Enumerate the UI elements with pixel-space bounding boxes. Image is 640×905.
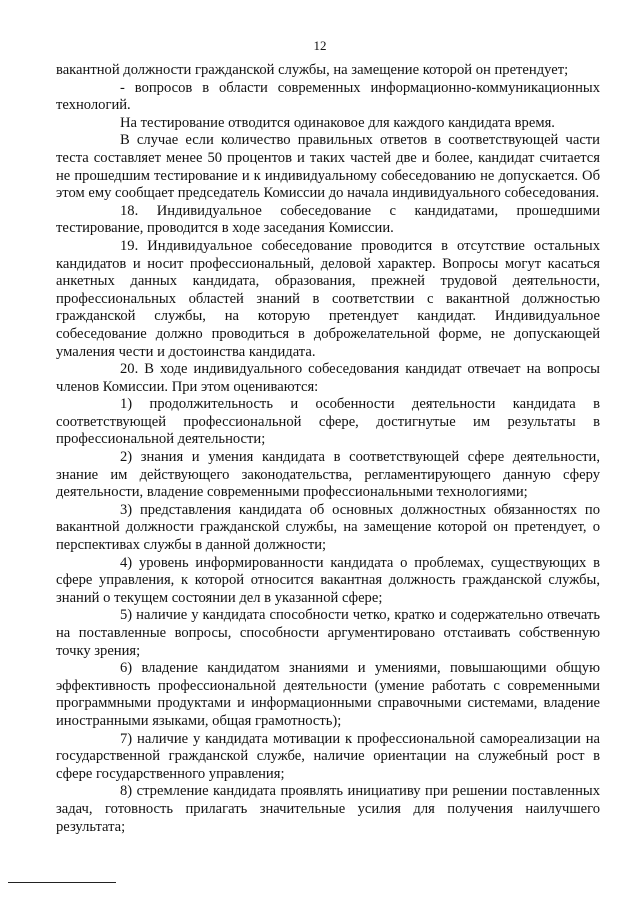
page-number: 12 — [313, 38, 327, 53]
document-body — [56, 62, 600, 836]
paragraph: В случае если количество правильных ответов в соответствующей части теста составляет менее 50 процентов и таких частей две и более, кандидат считается не прошедшим тестирование и к индивидуальному собеседованию не допускается. Об этом ему сообщает председатель Комиссии до начала индивидуального собеседования. — [56, 132, 600, 202]
paragraph: вакантной должности гражданской службы, на замещение которой он претендует; — [56, 62, 569, 78]
list-item: 5) наличие у кандидата способности четко, кратко и содержательно отвечать на поставленные вопросы, способности аргументировано отстаивать собственную точку зрения; — [56, 607, 600, 659]
paragraph: 20. В ходе индивидуального собеседования кандидат отвечает на вопросы членов Комиссии. При этом оцениваются: — [56, 361, 600, 395]
paragraph: На тестирование отводится одинаковое для каждого кандидата время. — [120, 114, 555, 131]
list-item: 4) уровень информированности кандидата о проблемах, существующих в сфере управления, к которой относится вакантная должность гражданской службы, знаний о текущем состоянии дел в указанной сфере; — [56, 554, 600, 606]
footnote-divider — [8, 882, 116, 883]
paragraph: 19. Индивидуальное собеседование проводится в отсутствие остальных кандидатов и носит профессиональный, деловой характер. Вопросы могут касаться анкетных данных кандидата, образования, прежней трудовой деятельности, профессиональных областей знаний в соответствии с вакантной должностью гражданской службы, на которую претендует кандидат. Индивидуальное собеседование должно проводиться в доброжелательной форме, не допускающей умаления чести и достоинства кандидата. — [56, 237, 600, 360]
list-item: 3) представления кандидата об основных должностных обязанностях по вакантной должности гражданской службы, на замещение которой он претендует, о перспективах службы в данной должности; — [56, 501, 600, 554]
list-item: 6) владение кандидатом знаниями и умениями, повышающими общую эффективность профессиональной деятельности (умение работать с современными программными продуктами и информационными справочными системами, владение иностранными языками, общая грамотность); — [56, 660, 600, 729]
paragraph: - вопросов в области современных информационно-коммуникационных технологий. — [56, 79, 600, 114]
paragraph: 18. Индивидуальное собеседование с кандидатами, прошедшими тестирование, проводится в ходе заседания Комиссии. — [56, 202, 600, 237]
list-item: 8) стремление кандидата проявлять инициативу при решении поставленных задач, готовность прилагать значительные усилия для получения наилучшего результата; — [56, 783, 600, 835]
list-item: 2) знания и умения кандидата в соответствующей сфере деятельности, знание им действующего законодательства, регламентирующего данную сферу деятельности, владение современными профессиональными технологиями; — [56, 449, 600, 501]
list-item: 7) наличие у кандидата мотивации к профессиональной самореализации на государственной гражданской службе, наличие ориентации на служебный рост в сфере государственного управления; — [56, 730, 600, 782]
list-item: 1) продолжительность и особенности деятельности кандидата в соответствующей профессиональной сфере, достигнутые им результаты в профессиональной деятельности; — [56, 396, 600, 448]
